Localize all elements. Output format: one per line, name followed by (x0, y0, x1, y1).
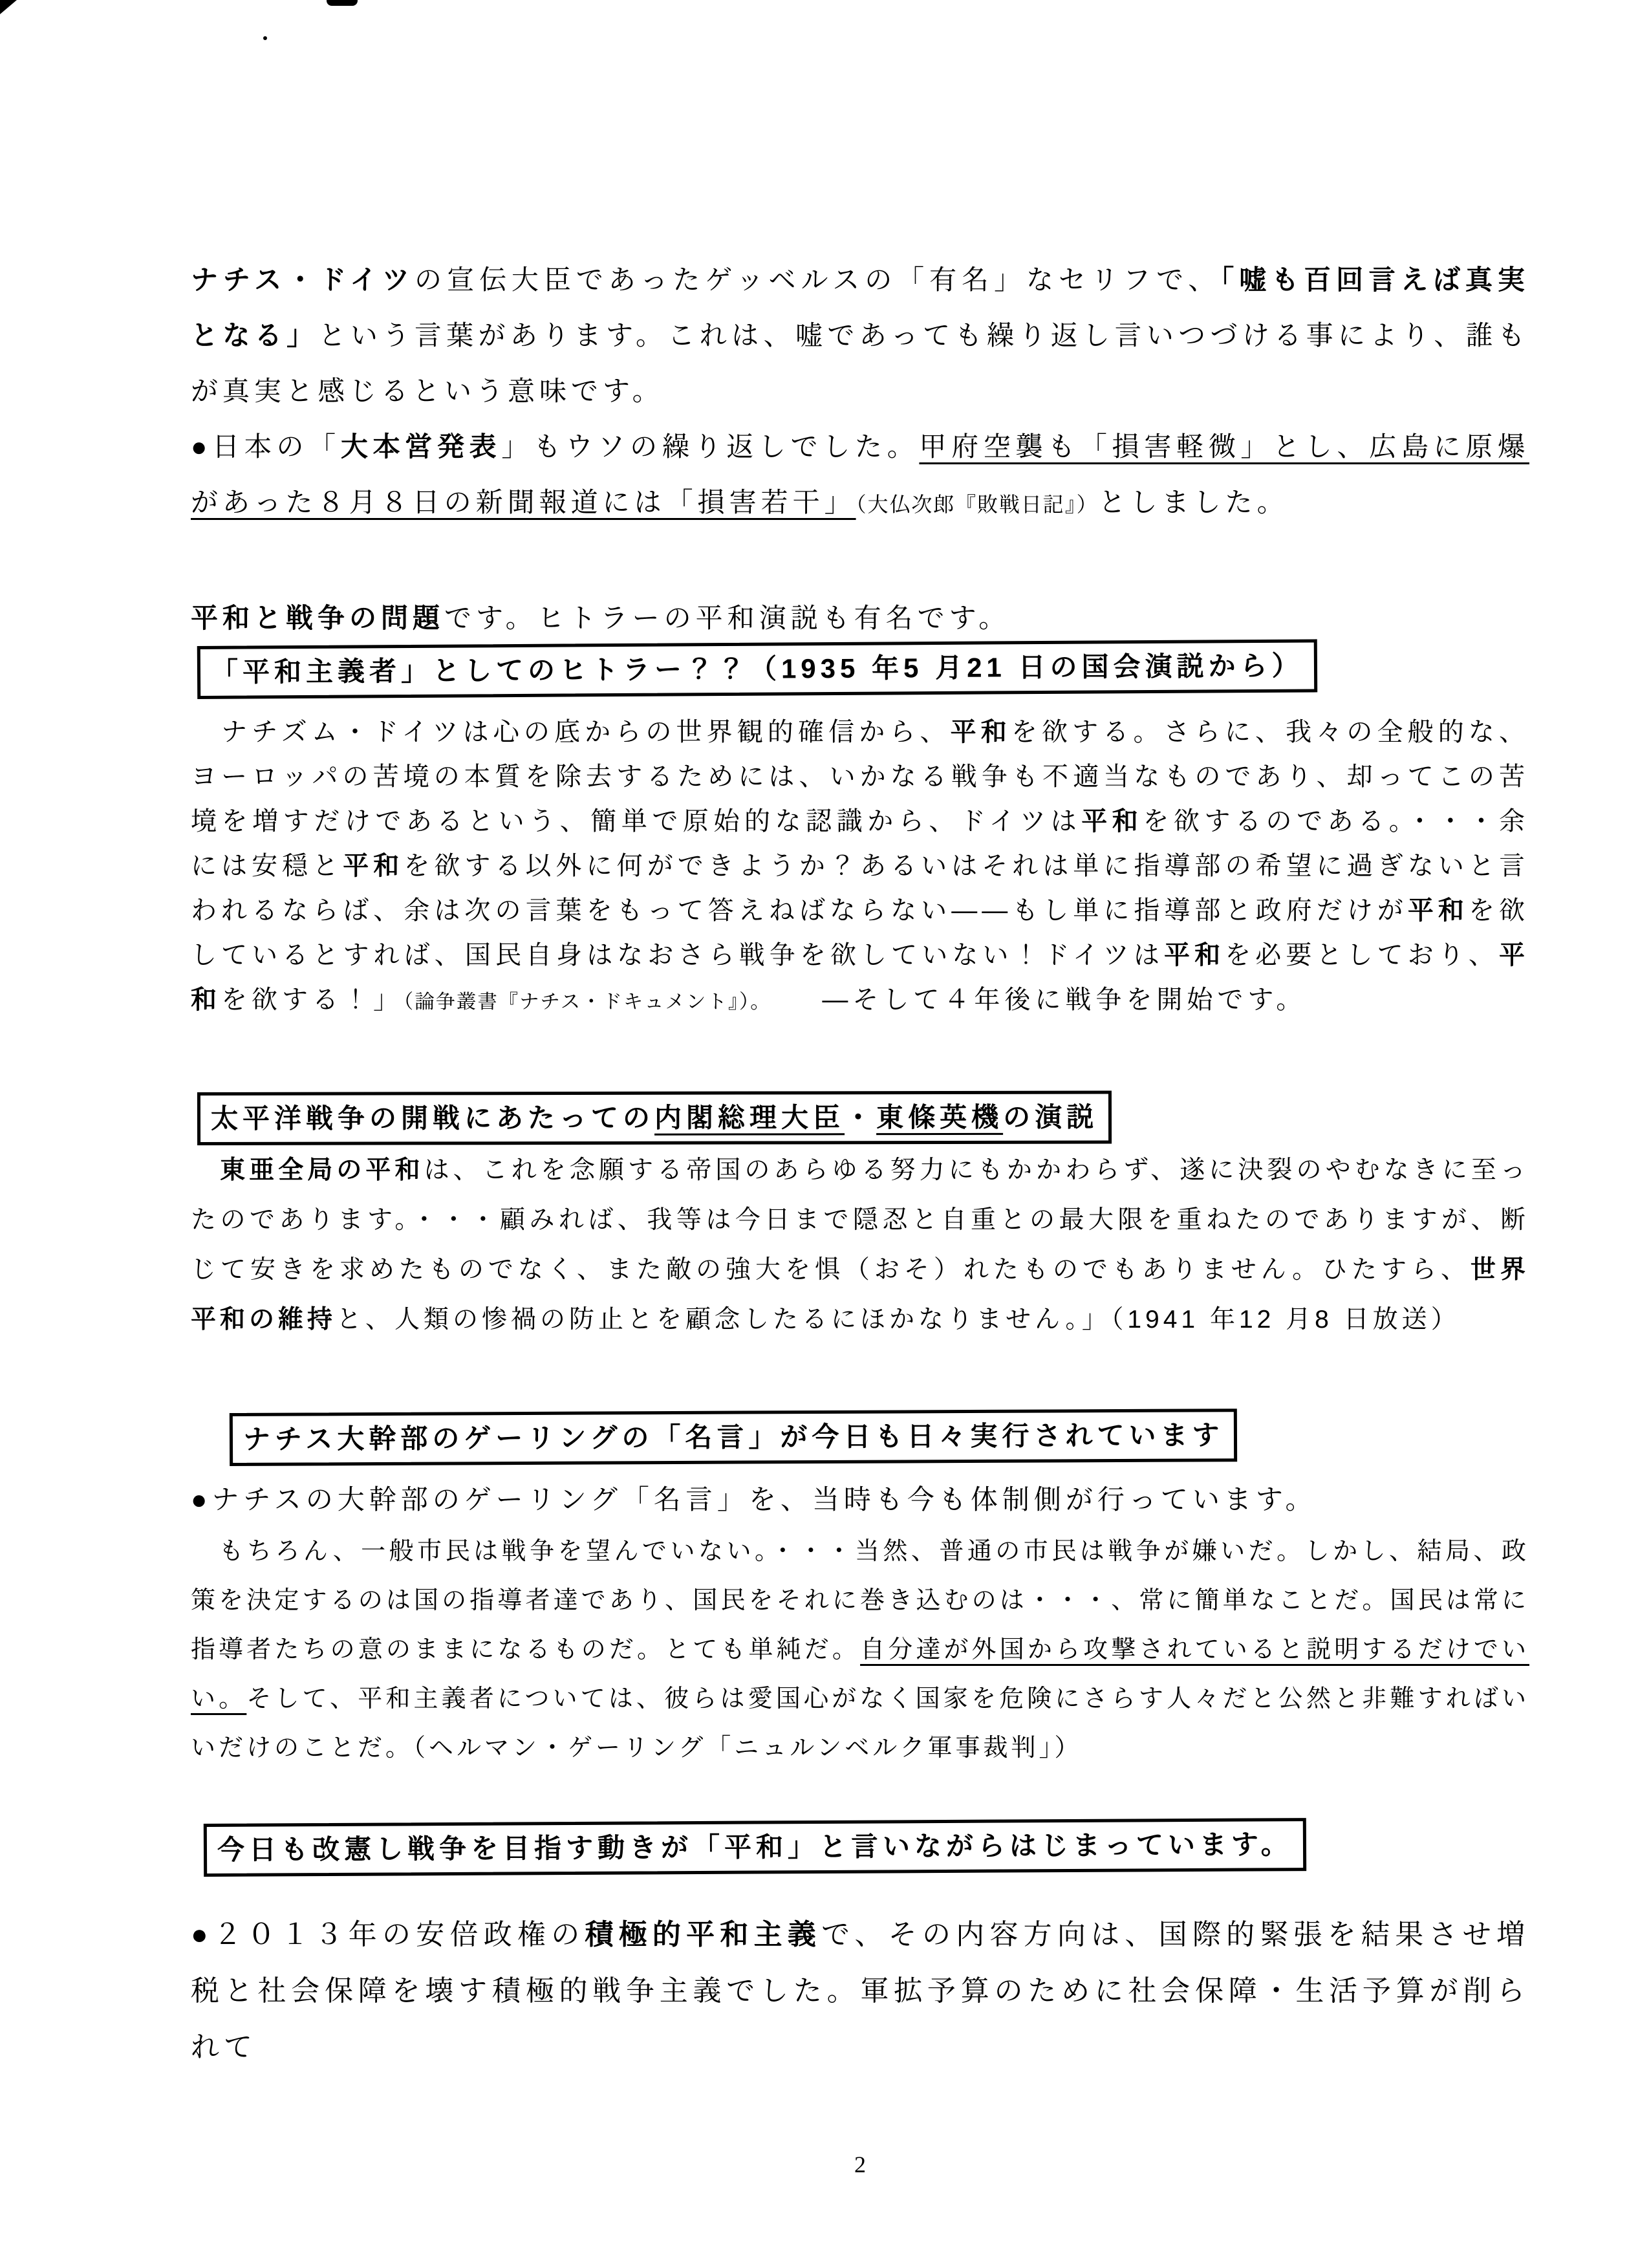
text-run: を欲する！」 (221, 986, 404, 1014)
text-run: の演説 (1003, 1101, 1099, 1132)
text-run: は、これを念願する帝国のあらゆる努力にもかかわらず、遂に決裂のやむなきに至ったのであります。・・・顧みれば、我等は今日まで隠忍と自重との最大限を重ねたのでありますが、断じて安きを求めたものでなく、また敵の強大を惧（おそ）れたものでもありません。ひたすら、 (191, 1156, 1529, 1284)
text-run: を欲する以外に何ができようか？あるいはそれは単に指導部の希望に過ぎないと言われるならば、余は次の言葉をもって答えねばならない――もし単に指導部と政府だけが (191, 852, 1530, 925)
underline-run: 自分達が外国から攻撃されていると説明するだけでいい。 (191, 1636, 1529, 1712)
bold-run: 平和 (1081, 807, 1143, 836)
bold-run: 平和 (1163, 941, 1225, 969)
text-run: としました。 (1098, 487, 1289, 517)
text-run (191, 1156, 220, 1184)
bold-run: 東亜全局の平和 (220, 1156, 424, 1184)
text-run: ナチズム・ドイツは心の底からの世界観的確信から、 (191, 718, 951, 746)
bold-run: 平和と戦争の問題 (191, 603, 445, 633)
text-run: 」もウソの繰り返しでした。 (501, 431, 920, 462)
text-run: です。ヒトラーの平和演説も有名です。 (444, 603, 1011, 633)
page-number: 2 (854, 2152, 866, 2177)
boxed-heading-kaiken: 今日も改憲し戦争を目指す動きが「平和」と言いながらはじまっています。 (204, 1818, 1306, 1877)
paragraph-abe (191, 1906, 1529, 2075)
text-run: で、その内容方向は、国際的緊張を結果させ増税と社会保障を壊す積極的戦争主義でした。軍拡予算のために社会保障・生活予算が削られて (191, 1919, 1529, 2063)
citation-run: （論争叢書『ナチス・ドキュメント』）。 (404, 991, 762, 1013)
bold-run: 平和 (1407, 896, 1469, 925)
bold-run: 平和 (191, 941, 1530, 1014)
paragraph-peace-war (191, 590, 1529, 646)
boxed-heading-tojo-wrap (191, 1092, 1529, 1145)
citation-run: （大仏次郎『敗戦日記』） (856, 493, 1099, 516)
text-run: を欲しているとすれば、国民自身はなおさら戦争を欲していない！ドイツは (191, 896, 1530, 969)
text-run: と、人類の惨禍の防止とを顧念したるにほかなりません。」（1941 年12 月8 日放送） (336, 1306, 1460, 1334)
paragraph-tojo-quote (191, 1145, 1529, 1345)
underline-run: 東條英機 (876, 1101, 1004, 1133)
boxed-heading-tojo (197, 1091, 1112, 1145)
paragraph-hitler-quote (191, 710, 1529, 1024)
underline-run: 内閣総理大臣 (654, 1102, 845, 1133)
bold-run: 平和 (950, 718, 1011, 746)
bold-run: ナチス・ドイツ (191, 265, 415, 295)
bold-run: 積極的平和主義 (585, 1919, 822, 1950)
scan-artifact-corner (0, 0, 17, 14)
document-content (0, 252, 1649, 2177)
paragraph-goebbels (191, 252, 1529, 419)
text-run: そして、平和主義者については、彼らは愛国心がなく国家を危険にさらす人々だと公然と非難すればいいだけのことだ。（ヘルマン・ゲーリング「ニュルンベルク軍事裁判」） (191, 1685, 1529, 1762)
boxed-heading-goering: ナチス大幹部のゲーリングの「名言」が今日も日々実行されています (230, 1409, 1238, 1466)
boxed-heading-hitler: 「平和主義者」としてのヒトラー？？（1935 年5 月21 日の国会演説から） (197, 639, 1317, 699)
bold-run: 平和 (343, 852, 404, 880)
boxed-heading-goering-wrap (191, 1413, 1529, 1466)
paragraph-daihonei (191, 419, 1529, 532)
bold-run: 「嘘も百回言えば真実となる」 (191, 265, 1529, 351)
bold-run: 世界平和の維持 (191, 1256, 1529, 1334)
boxed-heading-kaiken-wrap (191, 1824, 1529, 1877)
underline-run: 甲府空襲も「損害軽微」とし、広島に原爆があった８月８日の新聞報道には「損害若干」 (191, 431, 1529, 517)
scan-artifact-blob (327, 0, 358, 6)
text-run: という言葉があります。これは、嘘であっても繰り返し言いつづける事により、誰もが真実と感じるという意味です。 (191, 320, 1529, 406)
text-run: を欲する。さらに、我々の全般的な、ヨーロッパの苦境の本質を除去するためには、いかなる戦争も不適当なものであり、却ってこの苦境を増すだけであるという、簡単で原始的な認識から、ドイツは (191, 718, 1530, 836)
text-run: ●日本の「 (191, 431, 341, 462)
paragraph-goering-intro (191, 1473, 1529, 1526)
text-run: を欲するのである。・・・余には安穏と (191, 807, 1530, 880)
scan-artifact-dot (263, 36, 267, 40)
text-run: の宣伝大臣であったゲッベルスの「有名」なセリフで、 (415, 265, 1221, 295)
paragraph-goering-quote (191, 1527, 1529, 1773)
boxed-heading-hitler-wrap (191, 646, 1529, 699)
text-run: ●２０１３年の安倍政権の (191, 1919, 585, 1950)
text-run: ・ (844, 1102, 877, 1133)
text-run: もちろん、一般市民は戦争を望んでいない。・・・当然、普通の市民は戦争が嫌いだ。しかし、結局、政策を決定するのは国の指導者達であり、国民をそれに巻き込むのは・・・、常に簡単なことだ。国民は常に指導者たちの意のままになるものだ。とても単純だ。 (191, 1538, 1529, 1663)
text-run: ―そして４年後に戦争を開始です。 (761, 986, 1307, 1014)
text-run: を必要としており、 (1225, 941, 1500, 969)
text-run: ●ナチスの大幹部のゲーリング「名言」を、当時も今も体制側が行っています。 (191, 1484, 1317, 1515)
text-run: 太平洋戦争の開戦にあたっての (210, 1102, 655, 1134)
bold-run: 大本営発表 (340, 431, 502, 462)
